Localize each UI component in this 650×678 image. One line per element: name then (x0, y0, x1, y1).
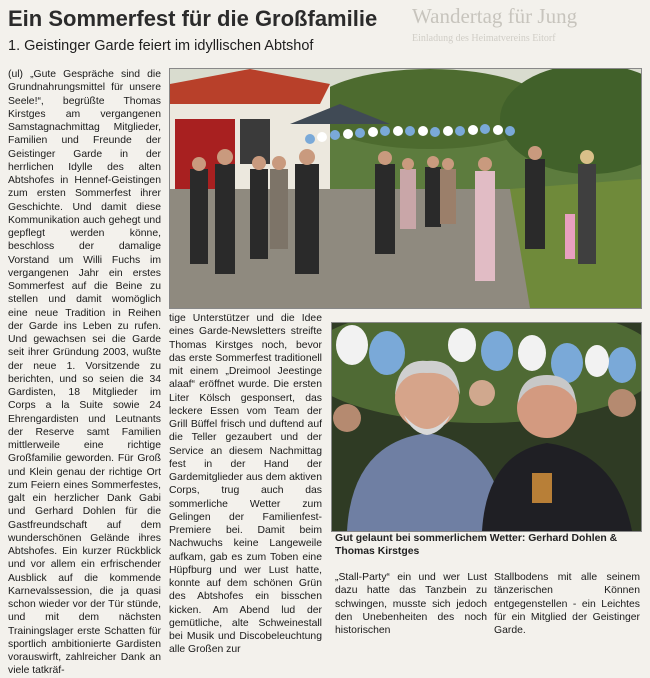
article-column-2: tige Unterstützer und die Idee eines Garde-Newsletters streifte Thomas Kirstges noch, bevor das erste Sommerfest traditionell mit einem „Dreimool Jeestinge alaaf“ eröffnet wurde. Die ersten Liter Kölsch gesponsert, das leckere Essen vom Team der Grill Büffel frisch und duftend auf die Teller gezaubert und der Service an diesem Nachmittag fest in der Hand der Gardemitglieder aus dem aktiven Corps, trug auch das sommerliche Wetter zum Gelingen der Familienfest-Premiere bei. Damit beim Nachwuchs keine Langeweile aufkam, gab es zum Toben eine Hüpfburg und wer Lust hatte, konnte auf dem schönen Grün des Abtshofes ein bisschen kicken. Am Abend lud der gemütliche, alte Schweinestall bei Musik und Discobeleuchtung alle Großen zur (169, 313, 322, 656)
article-headline: Ein Sommerfest für die Großfamilie (8, 6, 378, 31)
garden-party-illustration (170, 69, 641, 308)
article-column-1: (ul) „Gute Gespräche sind die Grundnahrungsmittel für unsere Seele!“, begrüßte Thomas Kirstges am vergangenen Samstagnachmittag Mitglieder, Familien und Freunde der Geistinger Garde in der herrlichen Idylle des alten Abtshofes in Hennef-Geistingen zum ersten Sommerfest ihrer Geschichte. Und damit diese Kommunikation auch gehegt und gepflegt werden könne, beschloss der damalige Vorstand um Willi Fuchs im vergangenen Jahr ein erstes Sommerfest auf die Beine zu stellen und damit womöglich eine neue Tradition in Reihen der Garde ins Leben zu rufen. Und gewachsen sei die Garde seit ihrer Gründung 2003, wußte der neue 1. Vorsitzende zu berichten, und so seien die 34 Gardisten, 18 Mitglieder im Corps a la Suite sowie 24 Ehrengardisten und Leutnants der Reserve samt Familien mittlerweile eine richtige Großfamilie geworden. Für Groß und Klein genau der richtige Ort zum Feiern eines Sommerfestes, galt ein herzlicher Dank Gabi und Gerhard Dohlen für die Gastfreundschaft auf dem wunderschönen Gelände ihres Abtshofes. Ein kurzer Rückblick und vor allem ein erfrischender Ausblick auf die kommende Karnevalssession, die ja quasi schon wieder vor der Tür stünde, und mit dem nächsten Trainingslager erste Schatten für sportlich ambitionierte Gardisten vorauswirft, zahlreicher Dank an viele tatkräf- (8, 69, 161, 677)
portrait-illustration (332, 323, 641, 531)
photo-caption: Gut gelaunt bei sommerlichem Wetter: Gerhard Dohlen & Thomas Kirstges (335, 533, 618, 557)
article-column-4: Stallbodens mit alle seinem tänzerischen Können entgegenstellen - ein Leichtes für ein Mitglied der Geistinger Garde. (494, 572, 640, 636)
photo-garden-party (169, 68, 642, 309)
article-subheadline: 1. Geistinger Garde feiert im idyllischen Abtshof (8, 38, 314, 54)
neighbor-article-bleed (412, 4, 650, 54)
article-column-3: „Stall-Party“ ein und wer Lust dazu hatte das Tanzbein zu schwingen, musste sich jedoch den Unebenheiten des noch historischen (335, 572, 487, 636)
neighbor-subline: Einladung des Heimatvereins Eitorf (412, 33, 556, 44)
photo-dohlen-kirstges (331, 322, 642, 532)
neighbor-heading: Wandertag für Jung (412, 4, 578, 28)
